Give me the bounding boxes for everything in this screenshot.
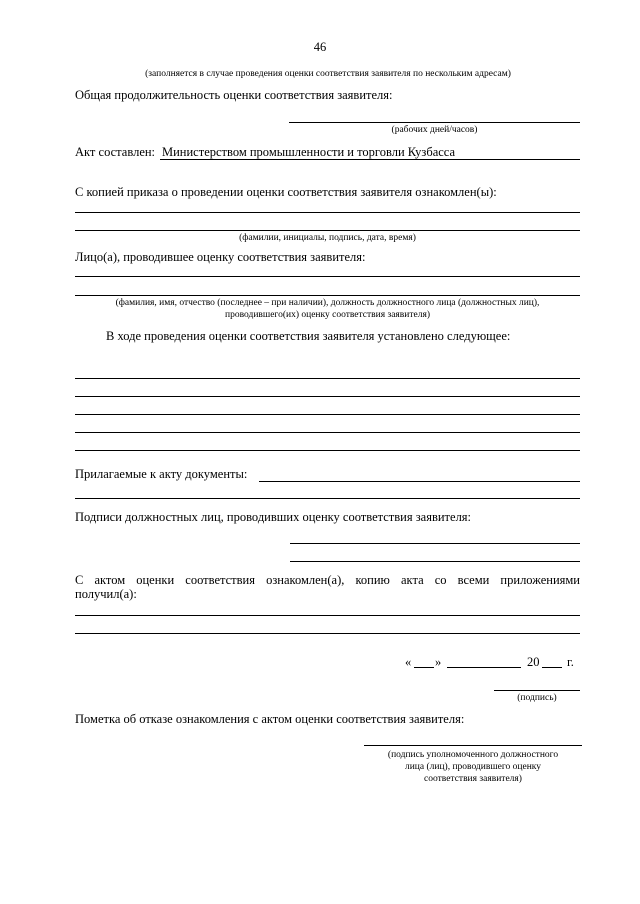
order-acquainted-label: С копией приказа о проведении оценки соответствия заявителя ознакомлен(ы):: [75, 185, 497, 199]
conducting-person-label: Лицо(а), проводившее оценку соответствия заявителя:: [75, 250, 366, 264]
duration-caption: (рабочих дней/часов): [391, 125, 478, 135]
conducting-person-caption-2: проводившего(их) оценку соответствия заявителя): [225, 310, 430, 320]
note-multiple-addresses: (заполняется в случае проведения оценки соответствия заявителя по нескольким адресам): [145, 69, 511, 79]
findings-label: В ходе проведения оценки соответствия заявителя установлено следующее:: [106, 329, 511, 343]
attached-docs-field-2[interactable]: [75, 498, 580, 499]
date-year-suffix: г.: [567, 655, 574, 669]
findings-field-1[interactable]: [75, 378, 580, 379]
findings-field-5[interactable]: [75, 450, 580, 451]
officials-signatures-label: Подписи должностных лиц, проводивших оценку соответствия заявителя:: [75, 510, 472, 524]
page-number: 46: [313, 40, 327, 54]
order-acquainted-field-2[interactable]: [75, 230, 580, 231]
signature-field[interactable]: [494, 690, 580, 691]
conducting-person-field-1[interactable]: [75, 276, 580, 277]
act-received-line-1: С актом оценки соответствия ознакомлен(а), копию акта со всеми приложениями: [75, 573, 580, 587]
act-received-field-2[interactable]: [75, 633, 580, 634]
act-compiled-field[interactable]: [160, 159, 580, 160]
order-acquainted-caption: (фамилии, инициалы, подпись, дата, время): [239, 233, 416, 243]
date-day-field[interactable]: [414, 667, 434, 668]
findings-field-3[interactable]: [75, 414, 580, 415]
act-received-field-1[interactable]: [75, 615, 580, 616]
findings-field-2[interactable]: [75, 396, 580, 397]
attached-docs-label: Прилагаемые к акту документы:: [75, 467, 248, 481]
attached-docs-field-1[interactable]: [259, 481, 580, 482]
refusal-label: Пометка об отказе ознакомления с актом оценки соответствия заявителя:: [75, 712, 465, 726]
refusal-caption-3: соответствия заявителя): [424, 774, 522, 784]
officials-signature-field-2[interactable]: [290, 561, 580, 562]
date-year-prefix: 20: [527, 655, 540, 669]
act-compiled-label: Акт составлен:: [75, 145, 156, 159]
conducting-person-field-2[interactable]: [75, 295, 580, 296]
date-close-quote: »: [435, 655, 442, 669]
act-compiled-value: Министерством промышленности и торговли Кузбасса: [162, 145, 456, 159]
duration-label: Общая продолжительность оценки соответствия заявителя:: [75, 88, 393, 102]
findings-field-4[interactable]: [75, 432, 580, 433]
refusal-caption-2: лица (лиц), проводившего оценку: [404, 762, 542, 772]
signature-caption: (подпись): [517, 693, 557, 703]
conducting-person-caption-1: (фамилия, имя, отчество (последнее – при наличии), должность должностного лица (должностных лиц),: [115, 298, 540, 308]
duration-field[interactable]: [289, 122, 580, 123]
date-month-field[interactable]: [447, 667, 521, 668]
date-year-field[interactable]: [542, 667, 562, 668]
order-acquainted-field-1[interactable]: [75, 212, 580, 213]
officials-signature-field-1[interactable]: [290, 543, 580, 544]
refusal-signature-field[interactable]: [364, 745, 582, 746]
act-received-line-2: получил(а):: [75, 587, 137, 601]
date-open-quote: «: [405, 655, 412, 669]
refusal-caption-1: (подпись уполномоченного должностного: [387, 750, 559, 760]
